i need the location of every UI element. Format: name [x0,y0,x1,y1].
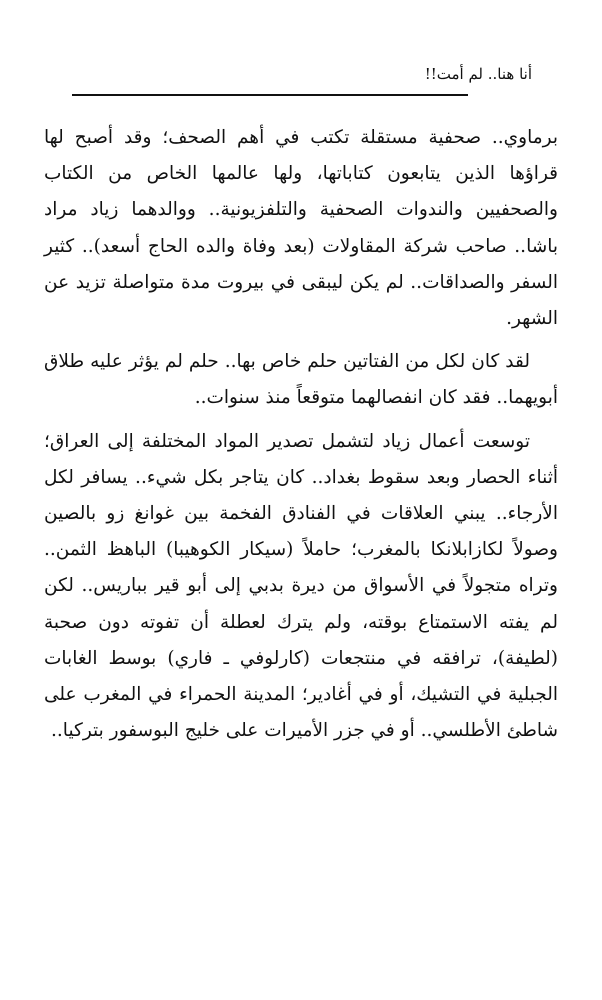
running-header-title: أنا هنا.. لم أمت!! [424,65,532,83]
header-divider [72,94,468,96]
body-text [44,120,558,756]
paragraph-1: برماوي.. صحفية مستقلة تكتب في أهم الصحف؛ وقد أصبح لها قراؤها الذين يتابعون كتاباتها، ولها عالمها الخاص من الكتاب والصحفيين والندوات الصحفية والتلفزيونية.. ووالدهما زياد مراد باشا.. صاحب شركة المقاولات (بعد وفاة والده الحاج أسعد).. كثير السفر والصداقات.. لم يكن ليبقى في بيروت مدة متواصلة تزيد عن الشهر. [44,127,558,330]
paragraph-2: لقد كان لكل من الفتاتين حلم خاص بها.. حلم لم يؤثر عليه طلاق أبويهما.. فقد كان انفصالهما متوقعاً منذ سنوات.. [44,351,558,409]
paragraph-3: توسعت أعمال زياد لتشمل تصدير المواد المختلفة إلى العراق؛ أثناء الحصار وبعد سقوط بغداد.. كان يتاجر بكل شيء.. يسافر لكل الأرجاء.. يبني العلاقات في الفنادق الفخمة بين غوانغ زو بالصين وصولاً لكازابلانكا بالمغرب؛ حاملاً (سيكار الكوهيبا) الباهظ الثمن.. وتراه متجولاً في الأسواق من ديرة بدبي إلى أبو قير بباريس.. لكن لم يفته الاستمتاع بوقته، ولم يترك لعطلة أن تفوته دون صحبة (لطيفة)، ترافقه في منتجعات (كارلوفي ـ فاري) بوسط الغابات الجبلية في التشيك، أو في أغادير؛ المدينة الحمراء في المغرب على شاطئ الأطلسي.. أو في جزر الأميرات على خليج البوسفور بتركيا.. [44,430,558,742]
